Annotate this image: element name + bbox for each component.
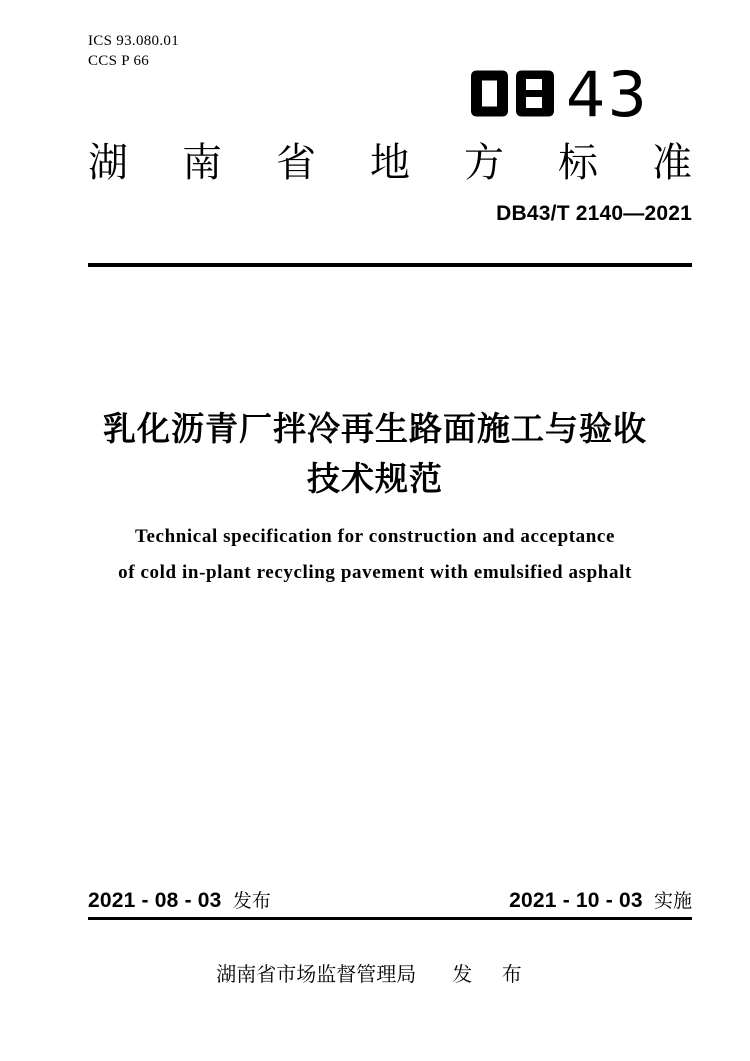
document-title bbox=[0, 404, 750, 504]
standard-type-title bbox=[88, 141, 692, 185]
header-divider bbox=[88, 263, 692, 267]
publisher-row bbox=[0, 962, 750, 988]
standard-code: DB43/T 2140—2021 bbox=[496, 202, 692, 225]
implementation-date-group bbox=[509, 889, 692, 914]
standard-type-char: 标 bbox=[558, 141, 598, 185]
standard-type-char: 方 bbox=[464, 141, 504, 185]
title-line-1: 乳化沥青厂拌冷再生路面施工与验收 bbox=[103, 410, 647, 447]
db-logo-number: 43 bbox=[566, 58, 649, 131]
subtitle-line-2: of cold in-plant recycling pavement with emulsified asphalt bbox=[118, 562, 632, 583]
footer-divider bbox=[88, 917, 692, 920]
db43-logo bbox=[471, 58, 649, 131]
ics-code: ICS 93.080.01 bbox=[88, 33, 179, 49]
implementation-label: 实施 bbox=[653, 891, 692, 912]
standard-type-char: 准 bbox=[652, 141, 692, 185]
publish-action-label: 发 布 bbox=[452, 964, 534, 986]
subtitle-line-1: Technical specification for construction and acceptance bbox=[135, 526, 615, 547]
standard-type-char: 省 bbox=[276, 141, 316, 185]
classification-codes bbox=[88, 31, 179, 71]
issue-label: 发布 bbox=[232, 891, 271, 912]
publisher-name: 湖南省市场监督管理局 bbox=[216, 964, 417, 986]
standard-type-char: 南 bbox=[182, 141, 222, 185]
standard-type-char: 地 bbox=[370, 141, 410, 185]
title-line-2: 技术规范 bbox=[307, 460, 443, 497]
dates-row bbox=[88, 889, 692, 914]
issue-date: 2021 - 08 - 03 bbox=[88, 889, 222, 912]
implementation-date: 2021 - 10 - 03 bbox=[509, 889, 643, 912]
issue-date-group bbox=[88, 889, 271, 914]
document-subtitle-english bbox=[0, 519, 750, 591]
ccs-code: CCS P 66 bbox=[88, 53, 150, 69]
db-logo-icon bbox=[471, 70, 555, 117]
standard-type-char: 湖 bbox=[88, 141, 128, 185]
